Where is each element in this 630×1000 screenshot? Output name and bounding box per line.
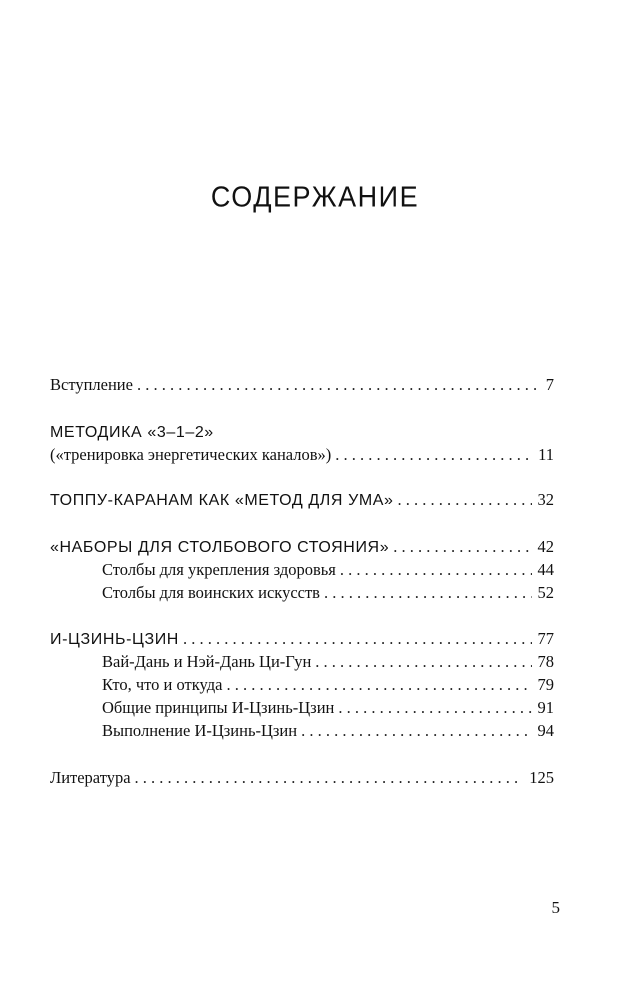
toc-entry-sets[interactable] — [50, 536, 554, 559]
toc-entry-method[interactable] — [50, 444, 554, 466]
toc-entry-label: Кто, что и откуда — [102, 675, 223, 694]
dot-leader — [183, 628, 532, 650]
toc-entry-page: 32 — [537, 490, 554, 509]
dot-leader — [340, 559, 532, 581]
dot-leader — [226, 674, 531, 696]
dot-leader — [137, 374, 538, 396]
toc-entry-label: Выполнение И-Цзинь-Цзин — [102, 721, 298, 740]
toc-entry-sets-health[interactable] — [102, 559, 554, 581]
toc-entry-page: 52 — [537, 583, 554, 602]
toc-entry-page: 94 — [537, 721, 554, 740]
toc-entry-page: 7 — [545, 375, 554, 394]
toc-entry-label: Вступление — [50, 375, 133, 394]
toc-entry-literature[interactable] — [50, 767, 554, 789]
toc-entry-page: 77 — [537, 629, 554, 648]
toc-entry-yijin-who[interactable] — [102, 674, 554, 696]
toc-entry-yijin-waidan[interactable] — [102, 651, 554, 673]
toc-entry-yijin[interactable] — [50, 628, 554, 651]
toc-entry-label: Столбы для укрепления здоровья — [102, 560, 336, 579]
toc-entry-page: 42 — [537, 537, 554, 556]
toc-entry-page: 44 — [537, 560, 554, 579]
toc-entry-label: Литература — [50, 768, 131, 787]
toc-entry-yijin-practice[interactable] — [102, 720, 554, 742]
toc-entry-method-title[interactable]: МЕТОДИКА «3–1–2» — [50, 424, 214, 441]
toc-entry-page: 78 — [537, 652, 554, 671]
toc-entry-page: 11 — [538, 445, 554, 464]
toc-entry-label: И-ЦЗИНЬ-ЦЗИН — [50, 631, 179, 648]
toc-entry-intro[interactable] — [50, 374, 554, 396]
toc-entry-label: ТОППУ-КАРАНАМ КАК «МЕТОД ДЛЯ УМА» — [50, 492, 394, 509]
dot-leader — [393, 536, 531, 558]
toc-entry-page: 91 — [537, 698, 554, 717]
toc-entry-sets-martial[interactable] — [102, 582, 554, 604]
toc-entry-label: «НАБОРЫ ДЛЯ СТОЛБОВОГО СТОЯНИЯ» — [50, 539, 390, 556]
dot-leader — [335, 444, 532, 466]
dot-leader — [301, 720, 531, 742]
toc-entry-page: 125 — [529, 768, 554, 787]
dot-leader — [315, 651, 531, 673]
toc-entry-label: Вай-Дань и Нэй-Дань Ци-Гун — [102, 652, 312, 671]
dot-leader — [324, 582, 532, 604]
page-number: 5 — [551, 898, 560, 917]
page-title: СОДЕРЖАНИЕ — [210, 181, 420, 213]
toc-entry-label: Общие принципы И-Цзинь-Цзин — [102, 698, 335, 717]
dot-leader — [398, 489, 532, 511]
toc-entry-label: Столбы для воинских искусств — [102, 583, 320, 602]
toc-entry-label: («тренировка энергетических каналов») — [50, 445, 332, 464]
toc-entry-toppu[interactable] — [50, 489, 554, 512]
dot-leader — [135, 767, 524, 789]
toc-entry-page: 79 — [537, 675, 554, 694]
toc-entry-yijin-principles[interactable] — [102, 697, 554, 719]
dot-leader — [338, 697, 531, 719]
